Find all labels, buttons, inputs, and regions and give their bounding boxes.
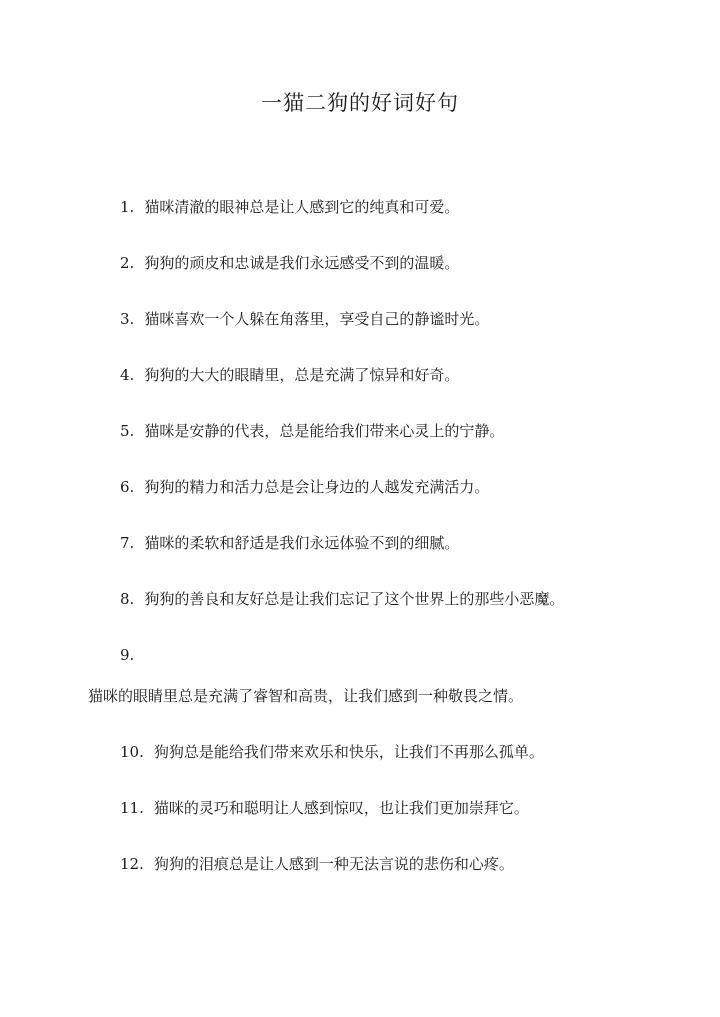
list-item-text: 狗狗的泪痕总是让人感到一种无法言说的悲伤和心疼。 [153,855,514,873]
list-item-text: 猫咪清澈的眼神总是让人感到它的纯真和可爱。 [144,198,460,216]
list-item-text: 狗狗的顽皮和忠诚是我们永远感受不到的温暖。 [144,254,460,272]
list-item-text: 狗狗的精力和活力总是会让身边的人越发充满活力。 [144,478,490,496]
list-item-number: 3. [120,310,135,328]
list-item-number-only [120,644,144,666]
list-item-number: 1. [120,198,135,216]
list-item-number: 4. [120,366,135,384]
list-item-number: 12. [120,855,144,873]
list-item-text: 狗狗总是能给我们带来欢乐和快乐，让我们不再那么孤单。 [153,743,544,761]
list-item [120,853,514,875]
list-item-number: 10. [120,743,144,761]
list-item [120,252,459,274]
list-item-number: 11. [120,799,144,817]
list-item [120,308,489,330]
page-title: 一猫二狗的好词好句 [261,91,459,115]
list-item-text: 猫咪是安静的代表，总是能给我们带来心灵上的宁静。 [144,422,505,440]
list-item [120,532,459,554]
list-item-text-wrapped: 猫咪的眼睛里总是充满了睿智和高贵，让我们感到一种敬畏之情。 [88,687,524,705]
list-item [120,364,459,386]
list-item-number: 7. [120,534,135,552]
list-item-number: 8. [120,590,135,608]
list-item [120,196,459,218]
list-item-number: 5. [120,422,135,440]
list-item-text: 猫咪喜欢一个人躲在角落里，享受自己的静谧时光。 [144,310,490,328]
list-item-number: 2. [120,254,135,272]
list-item [120,588,564,610]
list-item [120,797,529,819]
list-item-number: 9. [120,646,135,664]
list-item-text: 狗狗的大大的眼睛里，总是充满了惊异和好奇。 [144,366,460,384]
list-item-text: 猫咪的灵巧和聪明让人感到惊叹，也让我们更加崇拜它。 [153,799,529,817]
list-item-text: 猫咪的柔软和舒适是我们永远体验不到的细腻。 [144,534,460,552]
list-item [120,741,544,763]
list-item [120,476,489,498]
list-item-number: 6. [120,478,135,496]
list-item [120,420,504,442]
list-item-text: 狗狗的善良和友好总是让我们忘记了这个世界上的那些小恶魔。 [144,590,565,608]
